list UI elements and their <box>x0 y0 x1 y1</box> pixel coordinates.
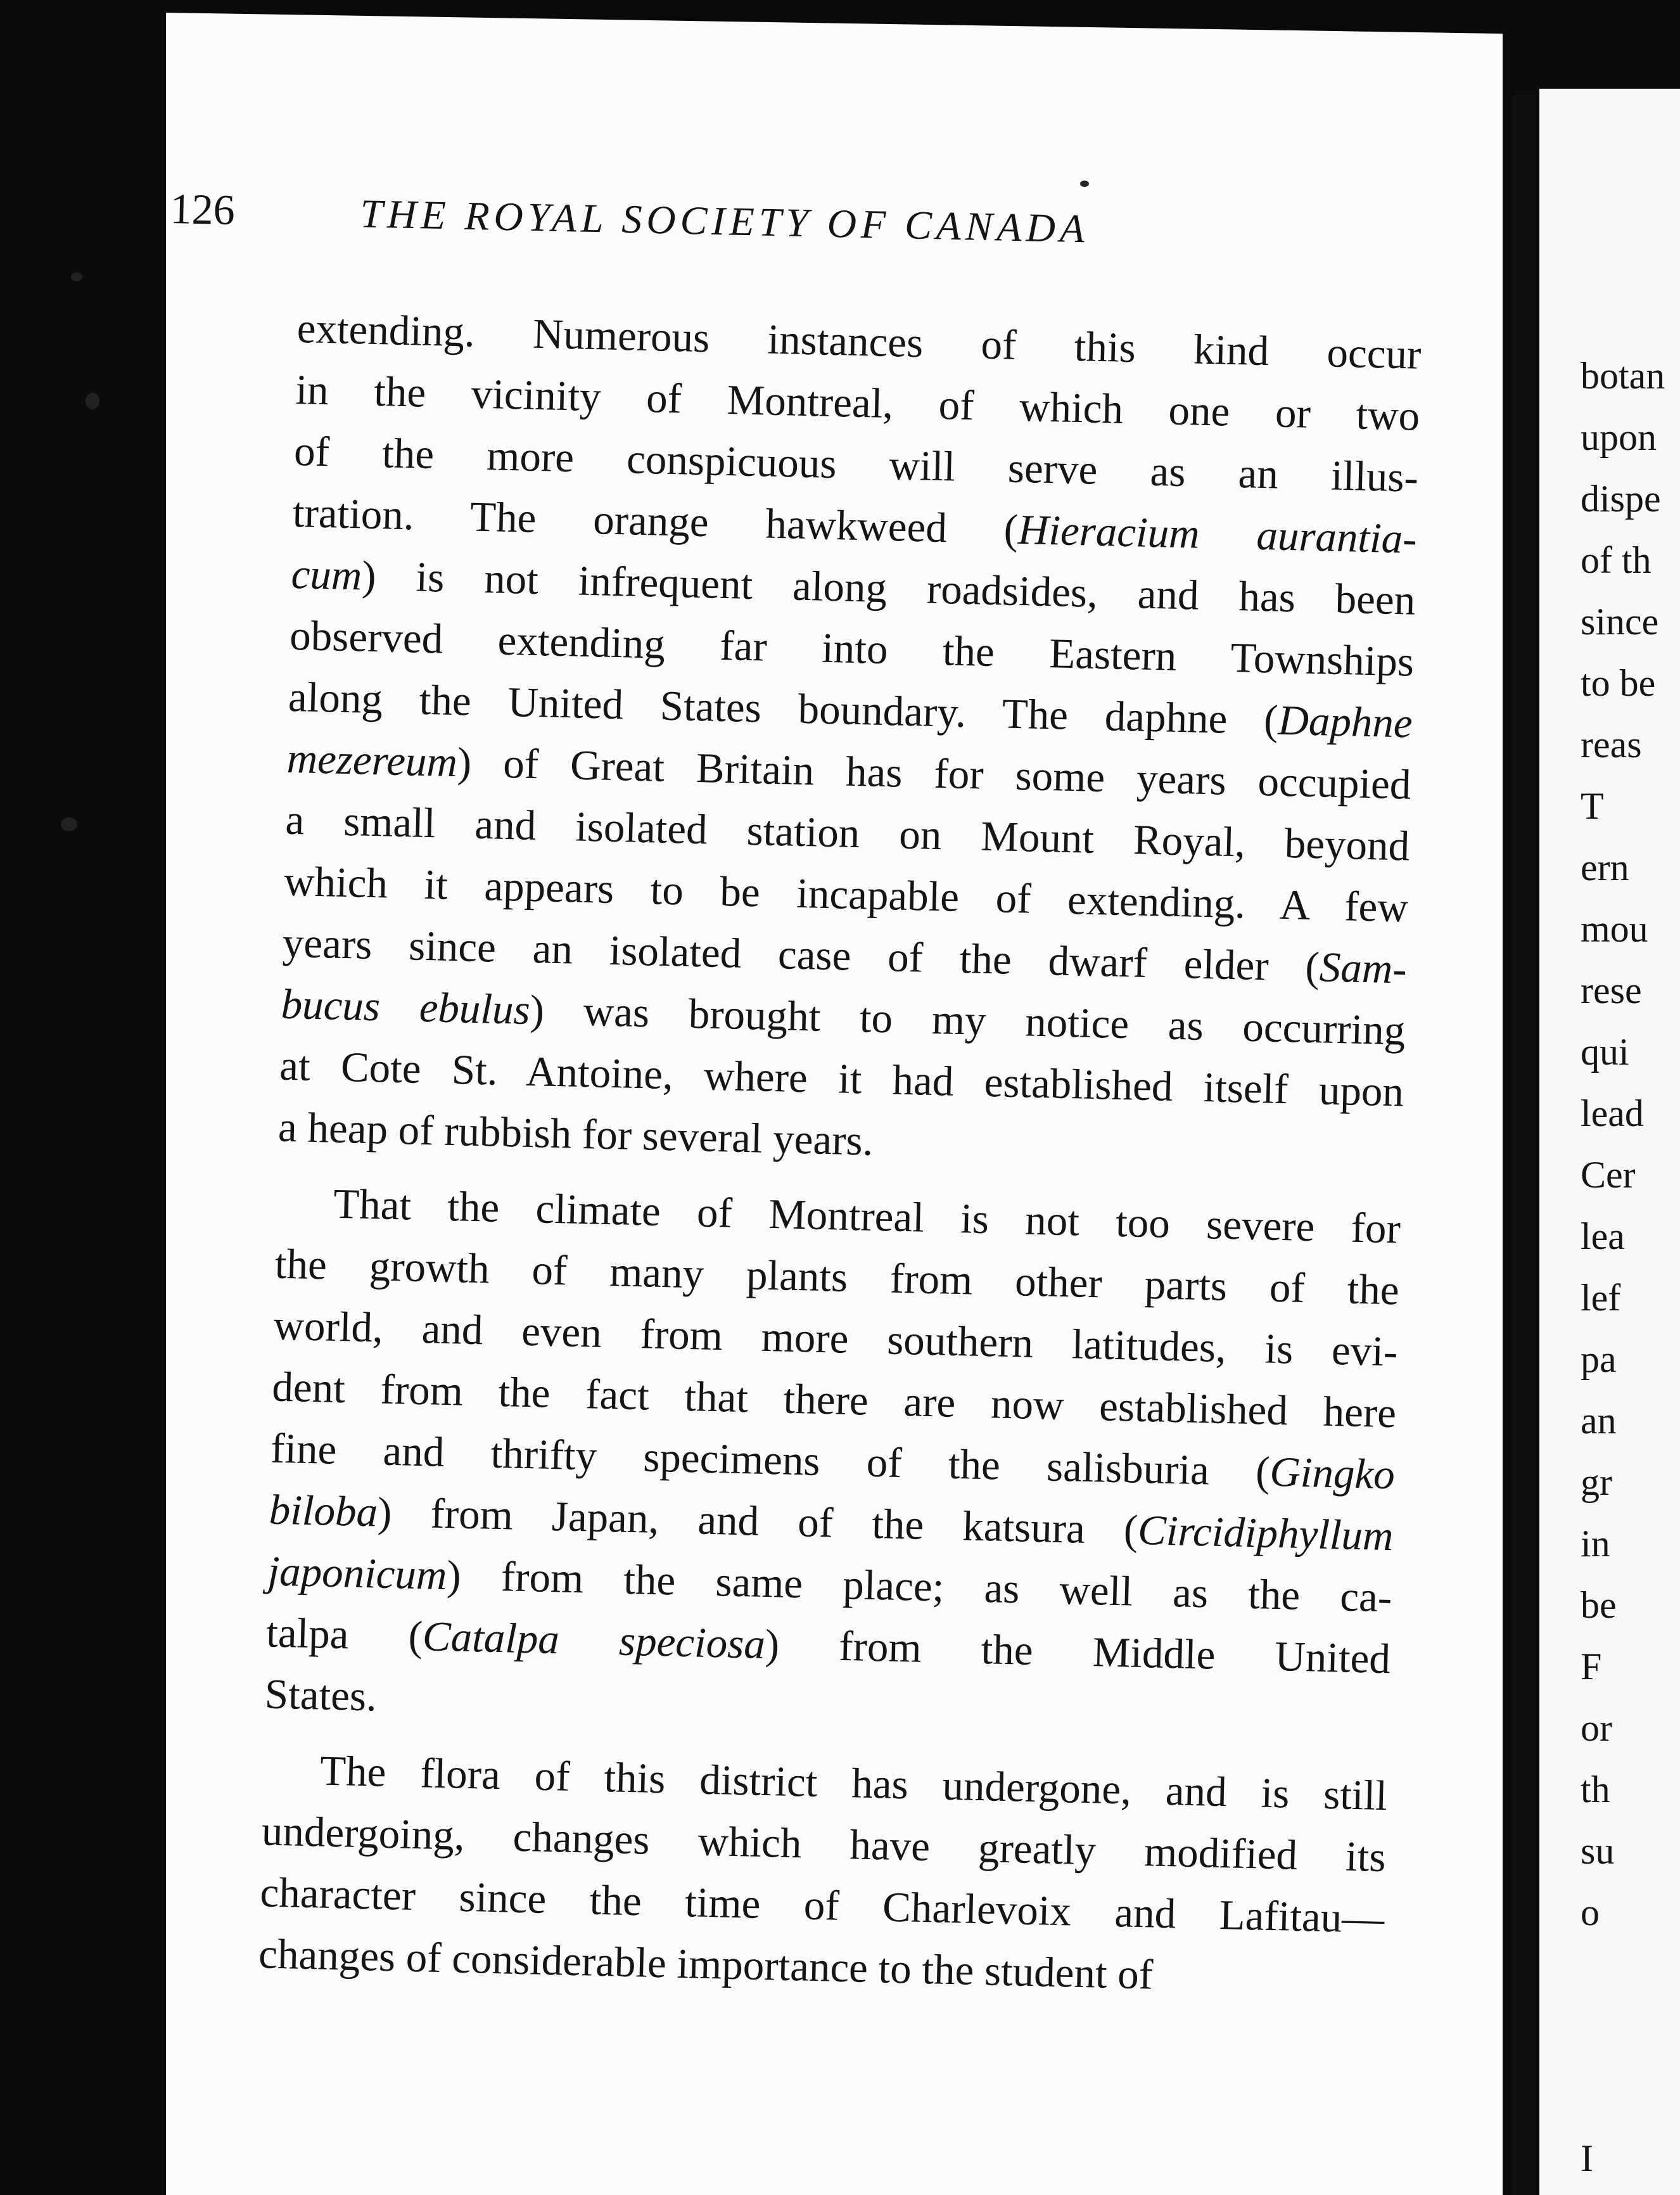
italic-segment: japonicum <box>267 1547 448 1599</box>
paragraph <box>277 298 1422 1184</box>
text-segment: character since the time of Charlevoix and Lafitau— <box>259 1869 1385 1943</box>
text-segment: extending. Numerous instances of this kind occur <box>296 304 1422 378</box>
facing-page-line: gr <box>1581 1461 1612 1503</box>
scan-speck <box>61 817 77 831</box>
facing-page-line <box>1581 2005 1680 2066</box>
facing-page-line: in <box>1581 1523 1610 1565</box>
text-segment: That the climate of Montreal is not too severe for <box>333 1180 1401 1253</box>
text-segment: along the United States boundary. The daphne ( <box>288 673 1279 744</box>
facing-page-line: dispe <box>1581 478 1661 520</box>
facing-page-line: su <box>1581 1830 1615 1872</box>
facing-page-line: pa <box>1581 1338 1617 1380</box>
italic-segment: Sam- <box>1318 944 1408 993</box>
facing-page-line: or <box>1581 1707 1612 1749</box>
text-segment: at Cote St. Antoine, where it had established itself upon <box>279 1042 1404 1116</box>
text-segment: tration. The orange hawkweed ( <box>292 489 1019 553</box>
facing-page-line: upon <box>1581 416 1657 458</box>
facing-page-line: ern <box>1581 847 1629 888</box>
facing-page-line: reas <box>1581 724 1642 765</box>
facing-page-line: botan <box>1581 355 1665 397</box>
paragraph <box>258 1739 1388 2011</box>
page-number: 126 <box>169 184 236 234</box>
text-segment: ) is not infrequent along roadsides, and has been <box>361 552 1416 624</box>
scan-speck <box>1080 181 1089 187</box>
facing-page-text <box>1581 345 1680 2189</box>
facing-page-line: be <box>1581 1584 1617 1626</box>
italic-segment: mezereum <box>286 734 458 786</box>
text-segment: ) from the same place; as well as the ca- <box>446 1552 1393 1622</box>
text-segment: undergoing, changes which have greatly modified its <box>261 1807 1387 1881</box>
text-segment: a small and isolated station on Mount Royal, beyond <box>284 796 1410 870</box>
text-segment: talpa ( <box>265 1609 423 1660</box>
text-segment: in the vicinity of Montreal, of which one or two <box>295 366 1420 440</box>
text-segment: ) from Japan, and of the katsura ( <box>377 1488 1139 1554</box>
text-segment: The flora of this district has undergone, and is still <box>319 1747 1388 1820</box>
book-gutter <box>1513 95 1537 2195</box>
facing-page-line: o <box>1581 1891 1600 1933</box>
scan-speck <box>86 393 99 409</box>
italic-segment: biloba <box>269 1486 378 1536</box>
italic-segment: cum <box>290 550 363 599</box>
facing-page-line <box>1581 1943 1680 2005</box>
facing-page-line: Cer <box>1581 1154 1636 1196</box>
facing-page-line: of th <box>1581 539 1651 581</box>
italic-segment: Circidiphyllum <box>1137 1506 1394 1560</box>
facing-page-line: F <box>1581 1646 1602 1687</box>
running-head: THE ROYAL SOCIETY OF CANADA <box>359 191 1090 252</box>
facing-page-line: mou <box>1581 908 1648 950</box>
text-segment: years since an isolated case of the dwarf elder ( <box>282 919 1320 991</box>
text-segment: the growth of many plants from other parts of the <box>274 1240 1400 1314</box>
text-segment: fine and thrifty specimens of the salisburia ( <box>270 1424 1271 1495</box>
facing-page-line: rese <box>1581 970 1642 1011</box>
facing-page-line: I <box>1581 2137 1593 2179</box>
body-text <box>258 298 1422 2011</box>
scan-speck <box>71 272 82 281</box>
facing-page-line <box>1581 2066 1680 2128</box>
facing-page-line: qui <box>1581 1031 1629 1073</box>
facing-page-line: T <box>1581 785 1604 827</box>
text-segment: dent from the fact that there are now established here <box>271 1363 1397 1437</box>
text-segment: world, and even from more southern latitudes, is evi- <box>272 1302 1399 1376</box>
facing-page-line: an <box>1581 1400 1617 1442</box>
italic-segment: Gingko <box>1269 1448 1396 1499</box>
text-segment: changes of considerable importance to the student of <box>258 1930 1154 1999</box>
paragraph <box>264 1172 1401 1752</box>
facing-page-line: lef <box>1581 1277 1621 1319</box>
facing-page-line: th <box>1581 1769 1610 1810</box>
text-segment: ) of Great Britain has for some years occupied <box>457 739 1412 809</box>
facing-page-line: to be <box>1581 662 1656 704</box>
text-segment: ) was brought to my notice as occurring <box>529 986 1406 1054</box>
facing-page-line: lea <box>1581 1215 1625 1257</box>
italic-segment: Daphne <box>1277 696 1413 747</box>
text-segment: observed extending far into the Eastern Townships <box>289 611 1415 686</box>
facing-page-line: lead <box>1581 1092 1644 1134</box>
facing-page-line: since <box>1581 601 1659 643</box>
italic-segment: bucus ebulus <box>280 980 531 1034</box>
text-segment: of the more conspicuous will serve as an illus- <box>293 427 1419 501</box>
text-segment: which it appears to be incapable of extending. A few <box>283 857 1409 931</box>
italic-segment: Catalpa speciosa <box>422 1613 766 1668</box>
italic-segment: Hieracium aurantia- <box>1017 506 1418 563</box>
text-segment: States. <box>264 1670 378 1720</box>
text-segment: a heap of rubbish for several years. <box>277 1103 874 1165</box>
text-segment: ) from the Middle United <box>764 1620 1391 1683</box>
